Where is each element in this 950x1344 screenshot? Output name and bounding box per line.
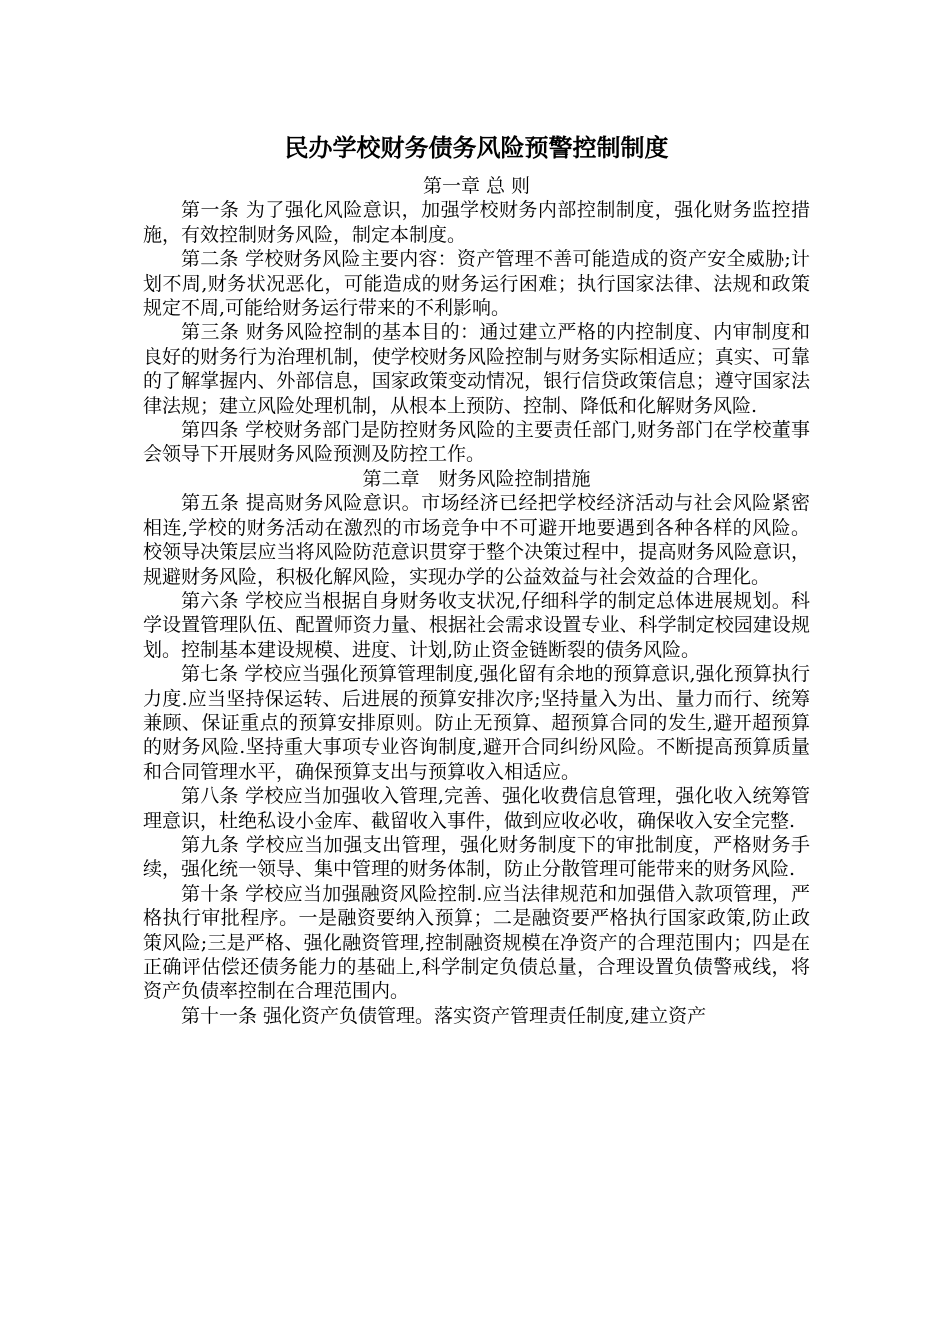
document-page	[143, 128, 810, 1028]
article-paragraph: 第三条 财务风险控制的基本目的：通过建立严格的内控制度、内审制度和良好的财务行为治理机制，使学校财务风险控制与财务实际相适应；真实、可靠的了解掌握内、外部信息，国家政策变动情况，银行信贷政策信息；遵守国家法律法规；建立风险处理机制，从根本上预防、控制、降低和化解财务风险.	[143, 321, 810, 417]
article-paragraph: 第二条 学校财务风险主要内容：资产管理不善可能造成的资产安全威胁;计划不周,财务状况恶化，可能造成的财务运行困难；执行国家法律、法规和政策规定不周,可能给财务运行带来的不利影响。	[143, 248, 810, 320]
article-paragraph: 第四条 学校财务部门是防控财务风险的主要责任部门,财务部门在学校董事会领导下开展财务风险预测及防控工作。	[143, 419, 810, 466]
article-paragraph: 第八条 学校应当加强收入管理,完善、强化收费信息管理，强化收入统筹管理意识，杜绝私设小金库、截留收入事件，做到应收必收，确保收入安全完整.	[143, 785, 810, 832]
chapter-heading: 第一章 总 则	[422, 175, 531, 197]
chapter-heading: 第二章 财务风险控制措施	[362, 467, 591, 490]
article-paragraph: 第九条 学校应当加强支出管理，强化财务制度下的审批制度，严格财务手续，强化统一领导、集中管理的财务体制，防止分散管理可能带来的财务风险.	[143, 833, 810, 881]
article-paragraph: 第十条 学校应当加强融资风险控制.应当法律规范和加强借入款项管理，严格执行审批程序。一是融资要纳入预算；二是融资要严格执行国家政策,防止政策风险;三是严格、强化融资管理,控制融资规模在净资产的合理范围内；四是在正确评估偿还债务能力的基础上,科学制定负债总量，合理设置负债警戒线，将资产负债率控制在合理范围内。	[143, 882, 810, 1003]
article-paragraph: 第六条 学校应当根据自身财务收支状况,仔细科学的制定总体进展规划。科学设置管理队伍、配置师资力量、根据社会需求设置专业、科学制定校园建设规划。控制基本建设规模、进度、计划,防止资金链断裂的债务风险。	[143, 589, 810, 661]
article-paragraph: 第七条 学校应当强化预算管理制度,强化留有余地的预算意识,强化预算执行力度.应当坚持保运转、后进展的预算安排次序;坚持量入为出、量力而行、统筹兼顾、保证重点的预算安排原则。防止无预算、超预算合同的发生,避开超预算的财务风险.坚持重大事项专业咨询制度,避开合同纠纷风险。不断提高预算质量和合同管理水平，确保预算支出与预算收入相适应。	[143, 663, 810, 783]
article-paragraph: 第一条 为了强化风险意识，加强学校财务内部控制制度，强化财务监控措施，有效控制财务风险，制定本制度。	[143, 199, 810, 246]
document-title: 民办学校财务债务风险预警控制制度	[284, 134, 669, 162]
article-paragraph: 第十一条 强化资产负债管理。落实资产管理责任制度,建立资产	[181, 1004, 707, 1027]
article-paragraph: 第五条 提高财务风险意识。市场经济已经把学校经济活动与社会风险紧密相连,学校的财务活动在激烈的市场竞争中不可避开地要遇到各种各样的风险。校领导决策层应当将风险防范意识贯穿于整个决策过程中，提高财务风险意识，规避财务风险，积极化解风险，实现办学的公益效益与社会效益的合理化。	[143, 492, 810, 588]
